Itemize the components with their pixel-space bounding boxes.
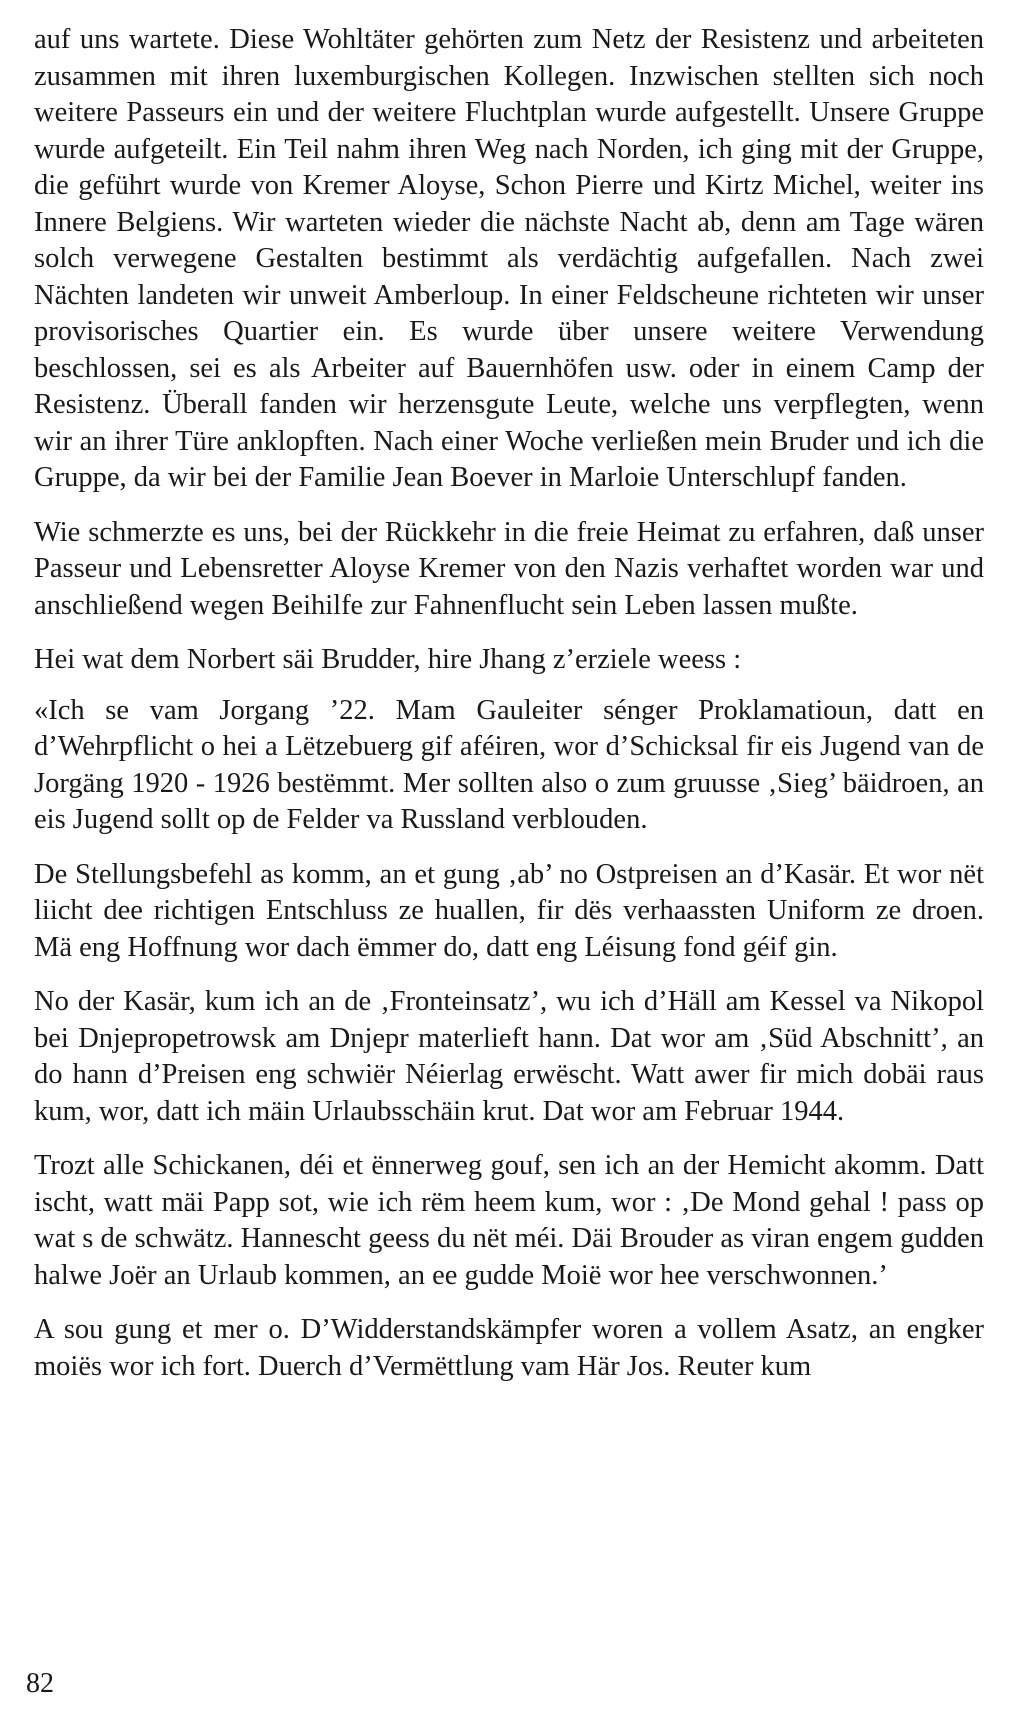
paragraph-jhang-intro: Hei wat dem Norbert säi Brudder, hire Jhang z’erziele weess : [34,644,742,675]
paragraph-jorgang-22: «Ich se vam Jorgang ’22. Mam Gauleiter sénger Proklamatioun, datt en d’Wehrpflicht o hei a Lëtzebuerg gif aféiren, wor d’Schicksal fir eis Jugend van de Jorgäng 1920 - 1926 bestëmmt. Mer sollten also o zum gruusse ‚Sieg’ bäidroen, an eis Jugend sollt op de Felder va Russland verblouden. [34,694,984,835]
paragraph-heemkomm: Trozt alle Schickanen, déi et ënnerweg gouf, sen ich an der Hemicht akomm. Datt ischt, watt mäi Papp sot, wie ich rëm heem kum, wor : ‚De Mond gehal ! pass op wat s de schwätz. Hannescht geess du nët méi. Däi Brouder as viran engem gudden halwe Joër an Urlaub kommen, an ee gudde Moië wor hee verschwonnen.’ [34,1150,984,1291]
paragraph-kremer-fate: Wie schmerzte es uns, bei der Rückkehr in die freie Heimat zu erfahren, daß unser Passeur und Lebensretter Aloyse Kremer von den Nazis verhaftet worden war und anschließend wegen Beihilfe zur Fahnenflucht sein Leben lassen mußte. [34,516,984,621]
paragraph-escape-belgium: auf uns wartete. Diese Wohltäter gehörten zum Netz der Resistenz und arbeiteten zusammen mit ihren luxemburgischen Kollegen. Inzwischen stellten sich noch weitere Passeurs ein und der weitere Fluchtplan wurde aufgestellt. Unsere Gruppe wurde aufgeteilt. Ein Teil nahm ihren Weg nach Norden, ich ging mit der Gruppe, die geführt wurde von Kremer Aloyse, Schon Pierre und Kirtz Michel, weiter ins Innere Belgiens. Wir warteten wieder die nächste Nacht ab, denn am Tage wären solch verwegene Gestalten bestimmt als verdächtig aufgefallen. Nach zwei Nächten landeten wir unweit Amberloup. In einer Feldscheune richteten wir unser provisorisches Quartier ein. Es wurde über unsere weitere Verwendung beschlossen, sei es als Arbeiter auf Bauernhöfen usw. oder in einem Camp der Resistenz. Überall fanden wir herzensgute Leute, welche uns verpflegten, wenn wir an ihrer Türe anklopften. Nach einer Woche verließen mein Bruder und ich die Gruppe, da wir bei der Familie Jean Boever in Marloie Unterschlupf fanden. [34,24,984,493]
paragraph-fronteinsatz: No der Kasär, kum ich an de ‚Fronteinsatz’, wu ich d’Häll am Kessel va Nikopol bei Dnjepropetrowsk am Dnjepr materlieft hann. Dat wor am ‚Süd Abschnitt’, an do hann d’Preisen eng schwiër Néierlag erwëscht. Watt awer fir mich dobäi raus kum, wor, datt ich mäin Urlaubsschäin krut. Dat wor am Februar 1944. [34,986,984,1127]
paragraph-stellungsbefehl: De Stellungsbefehl as komm, an et gung ‚ab’ no Ostpreisen an d’Kasär. Et wor nët liicht dee richtigen Entschluss ze huallen, fir dës verhaassten Uniform ze droen. Mä eng Hoffnung wor dach ëmmer do, datt eng Léisung fond géif gin. [34,858,984,963]
body-text [34,22,984,1403]
paragraph-widderstand: A sou gung et mer o. D’Widderstandskämpfer woren a vollem Asatz, an engker moiës wor ich fort. Duerch d’Vermëttlung vam Här Jos. Reuter kum [34,1314,984,1382]
page-number: 82 [26,1668,54,1699]
